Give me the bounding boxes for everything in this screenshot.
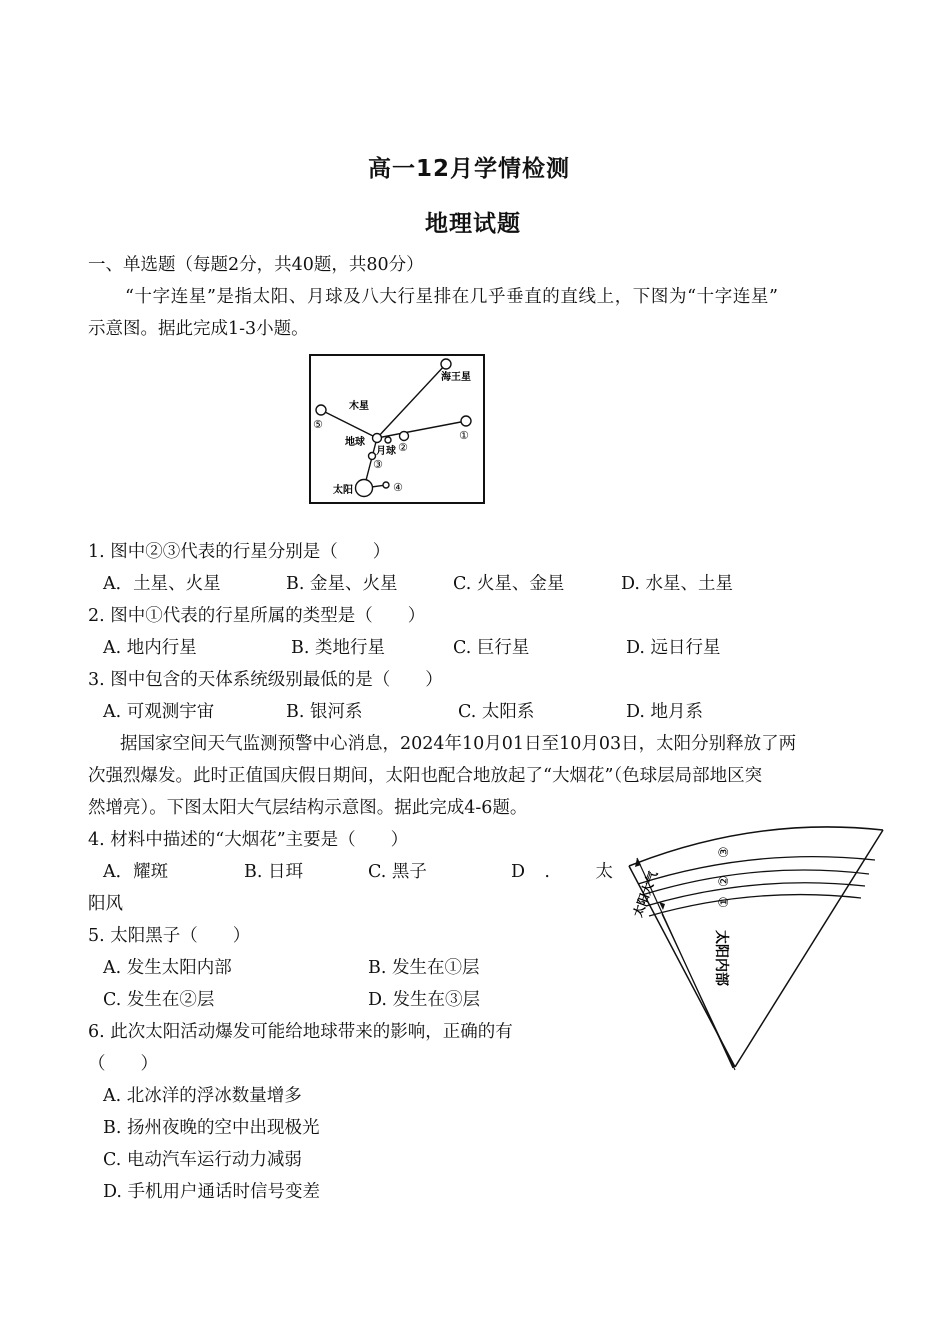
page-title: 高一12月学情检测: [368, 156, 571, 182]
label-interior: 太阳内部: [713, 930, 729, 986]
label-p4: ④: [393, 481, 403, 494]
section-heading: 一、单选题（每题2分，共40题，共80分）: [88, 255, 424, 275]
label-neptune: 海王星: [441, 372, 471, 383]
planet5-dot: [316, 405, 326, 415]
q1-stem: 1. 图中②③代表的行星分别是（ ）: [88, 542, 391, 562]
q2-stem: 2. 图中①代表的行星所属的类型是（ ）: [88, 606, 426, 626]
q2-option-d: D. 远日行星: [626, 638, 721, 658]
earth-dot: [373, 434, 382, 443]
label-l2: ②: [717, 875, 732, 887]
q1-option-a: A．土星、火星: [103, 574, 221, 594]
intro1-line1: “十字连星”是指太阳、月球及八大行星排在几乎垂直的直线上，下图为“十字连星”: [125, 287, 779, 307]
q6-option-d: D. 手机用户通话时信号变差: [103, 1182, 321, 1202]
label-sun: 太阳: [333, 485, 353, 496]
q5-option-b: B. 发生在①层: [368, 958, 480, 978]
label-l1: ①: [717, 896, 732, 908]
label-l3: ③: [717, 846, 732, 858]
q4-option-d: D. 太: [511, 862, 634, 882]
intro2-line2: 次强烈爆发。此时正值国庆假日期间，太阳也配合地放起了“大烟花”（色球层局部地区突: [88, 766, 763, 786]
label-moon: 月球: [376, 446, 396, 457]
planet2-dot: [400, 432, 409, 441]
neptune-dot: [441, 359, 451, 369]
label-p3: ③: [373, 458, 383, 471]
q6-stem: 6. 此次太阳活动爆发可能给地球带来的影响，正确的有: [88, 1022, 513, 1042]
q5-stem: 5. 太阳黑子（ ）: [88, 926, 251, 946]
q4-option-a: A．耀斑: [103, 862, 169, 882]
q6-paren: （ ）: [88, 1054, 158, 1074]
q2-option-a: A. 地内行星: [103, 638, 197, 658]
moon-dot: [385, 437, 391, 443]
q5-option-c: C. 发生在②层: [103, 990, 215, 1010]
cross-alignment-figure: [309, 354, 485, 504]
q4-option-b: B. 日珥: [244, 862, 303, 882]
intro2-line3: 然增亮）。下图太阳大气层结构示意图。据此完成4-6题。: [88, 798, 528, 818]
intro2-line1: 据国家空间天气监测预警中心消息，2024年10月01日至10月03日，太阳分别释放了两: [120, 734, 797, 754]
q3-option-a: A. 可观测宇宙: [103, 702, 215, 722]
page-subtitle: 地理试题: [425, 211, 521, 237]
q3-option-b: B. 银河系: [286, 702, 363, 722]
label-p2: ②: [398, 441, 408, 454]
q5-option-d: D. 发生在③层: [368, 990, 481, 1010]
q3-option-c: C. 太阳系: [458, 702, 535, 722]
label-earth: 地球: [345, 437, 365, 448]
intro1-line2: 示意图。据此完成1-3小题。: [88, 319, 309, 339]
q3-option-d: D. 地月系: [626, 702, 704, 722]
label-atmosphere: 太阳大气: [630, 869, 661, 920]
q1-option-b: B. 金星、火星: [286, 574, 398, 594]
q5-option-a: A. 发生太阳内部: [103, 958, 232, 978]
q3-stem: 3. 图中包含的天体系统级别最低的是（ ）: [88, 670, 443, 690]
q1-option-c: C. 火星、金星: [453, 574, 565, 594]
sun-dot: [356, 480, 373, 497]
label-jupiter: 木星: [349, 401, 369, 412]
planet4-dot: [383, 482, 389, 488]
label-p1: ①: [459, 429, 469, 442]
q4-option-d-wrap: 阳风: [88, 894, 123, 914]
q4-stem: 4. 材料中描述的“大烟花”主要是（ ）: [88, 830, 409, 850]
label-p5: ⑤: [313, 418, 323, 431]
q1-option-d: D. 水星、土星: [621, 574, 734, 594]
solar-structure-figure: [615, 822, 885, 1072]
q6-option-a: A. 北冰洋的浮冰数量增多: [103, 1086, 302, 1106]
q6-option-b: B. 扬州夜晚的空中出现极光: [103, 1118, 320, 1138]
planet1-dot: [461, 416, 471, 426]
q6-option-c: C. 电动汽车运行动力减弱: [103, 1150, 302, 1170]
q2-option-b: B. 类地行星: [291, 638, 385, 658]
q2-option-c: C. 巨行星: [453, 638, 530, 658]
q4-option-c: C. 黑子: [368, 862, 427, 882]
